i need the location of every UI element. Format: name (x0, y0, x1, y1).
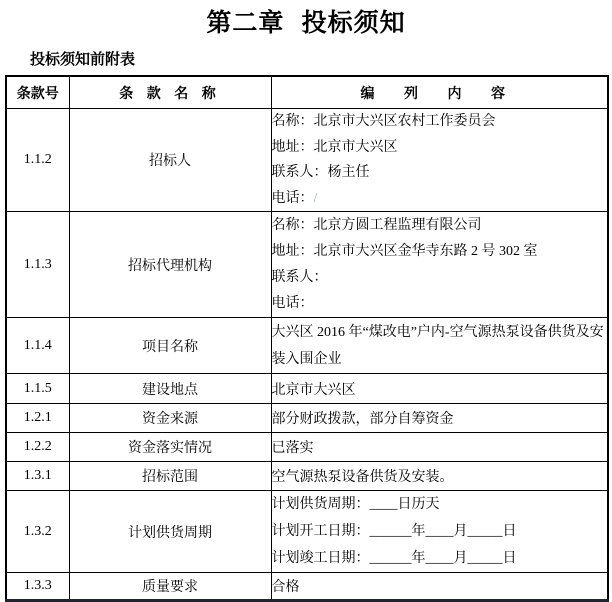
content-line: 名称：北京市大兴区农村工作委员会 (271, 114, 496, 129)
content-line: 地址：北京市大兴区金华寺东路 2 号 302 室 (271, 243, 538, 259)
clause-content: 已落实 (271, 433, 608, 462)
clause-no: 1.1.4 (6, 318, 69, 374)
clause-name: 招标范围 (69, 462, 271, 491)
document-page (0, 6, 612, 596)
content-line: 电话： (271, 295, 314, 311)
clause-no: 1.3.2 (6, 491, 69, 573)
clause-name: 资金落实情况 (69, 433, 271, 462)
clause-content: 北京市大兴区 (271, 374, 608, 404)
clause-no: 1.2.1 (6, 404, 69, 433)
table-row-agency (6, 212, 608, 318)
clause-name: 质量要求 (69, 573, 271, 601)
table-row-fund-status (6, 433, 608, 462)
clause-content: 部分财政拨款，部分自筹资金 (271, 404, 608, 433)
clause-name: 建设地点 (69, 374, 271, 404)
phone-value: / (313, 190, 318, 206)
table-row-supply-period (6, 491, 608, 573)
header-clause-name: 条 款 名 称 (69, 76, 271, 109)
content-line: 计划供货周期：____日历天 (271, 497, 440, 512)
clause-no: 1.2.2 (6, 433, 69, 462)
clause-no: 1.1.5 (6, 374, 69, 404)
header-content: 编 列 内 容 (271, 76, 608, 109)
content-line: 计划开工日期：______年____月_____日 (271, 524, 517, 539)
clause-name: 项目名称 (69, 318, 271, 374)
clause-name: 计划供货周期 (69, 491, 271, 573)
header-clause-no: 条款号 (6, 76, 69, 109)
content-line: 名称：北京方圆工程监理有限公司 (271, 217, 482, 233)
clause-no: 1.1.2 (6, 109, 69, 212)
clause-name: 招标人 (69, 109, 271, 212)
table-row-fund-source (6, 404, 608, 433)
table-row-quality (6, 573, 608, 601)
content-line: 联系人： (271, 269, 328, 285)
table-row-project-name (6, 318, 608, 374)
clause-content: 大兴区 2016 年“煤改电”户内-空气源热泵设备供货及安装入围企业 (271, 318, 608, 374)
clause-content: 合格 (271, 573, 608, 601)
table-caption: 投标须知前附表 (30, 52, 136, 68)
phone-label: 电话： (271, 190, 314, 206)
content-line: 计划竣工日期：______年____月_____日 (271, 551, 517, 566)
content-line: 联系人：杨主任 (271, 165, 370, 180)
clause-no: 1.3.3 (6, 573, 69, 601)
clause-name: 招标代理机构 (69, 212, 271, 318)
table-row-tenderer (6, 109, 608, 212)
table-header-row (6, 76, 608, 109)
table-row-location (6, 374, 608, 404)
clause-no: 1.1.3 (6, 212, 69, 318)
content-line: 地址：北京市大兴区 (271, 139, 398, 155)
clause-content (271, 491, 608, 573)
table-row-bid-scope (6, 462, 608, 491)
clause-content: 空气源热泵设备供货及安装。 (271, 462, 608, 491)
clause-no: 1.3.1 (6, 462, 69, 491)
clause-content (271, 212, 608, 318)
page-title: 第二章 投标须知 (206, 10, 406, 37)
bid-notice-pre-table (5, 75, 609, 602)
content-line (272, 186, 608, 212)
clause-content (271, 109, 608, 212)
clause-name: 资金来源 (69, 404, 271, 433)
